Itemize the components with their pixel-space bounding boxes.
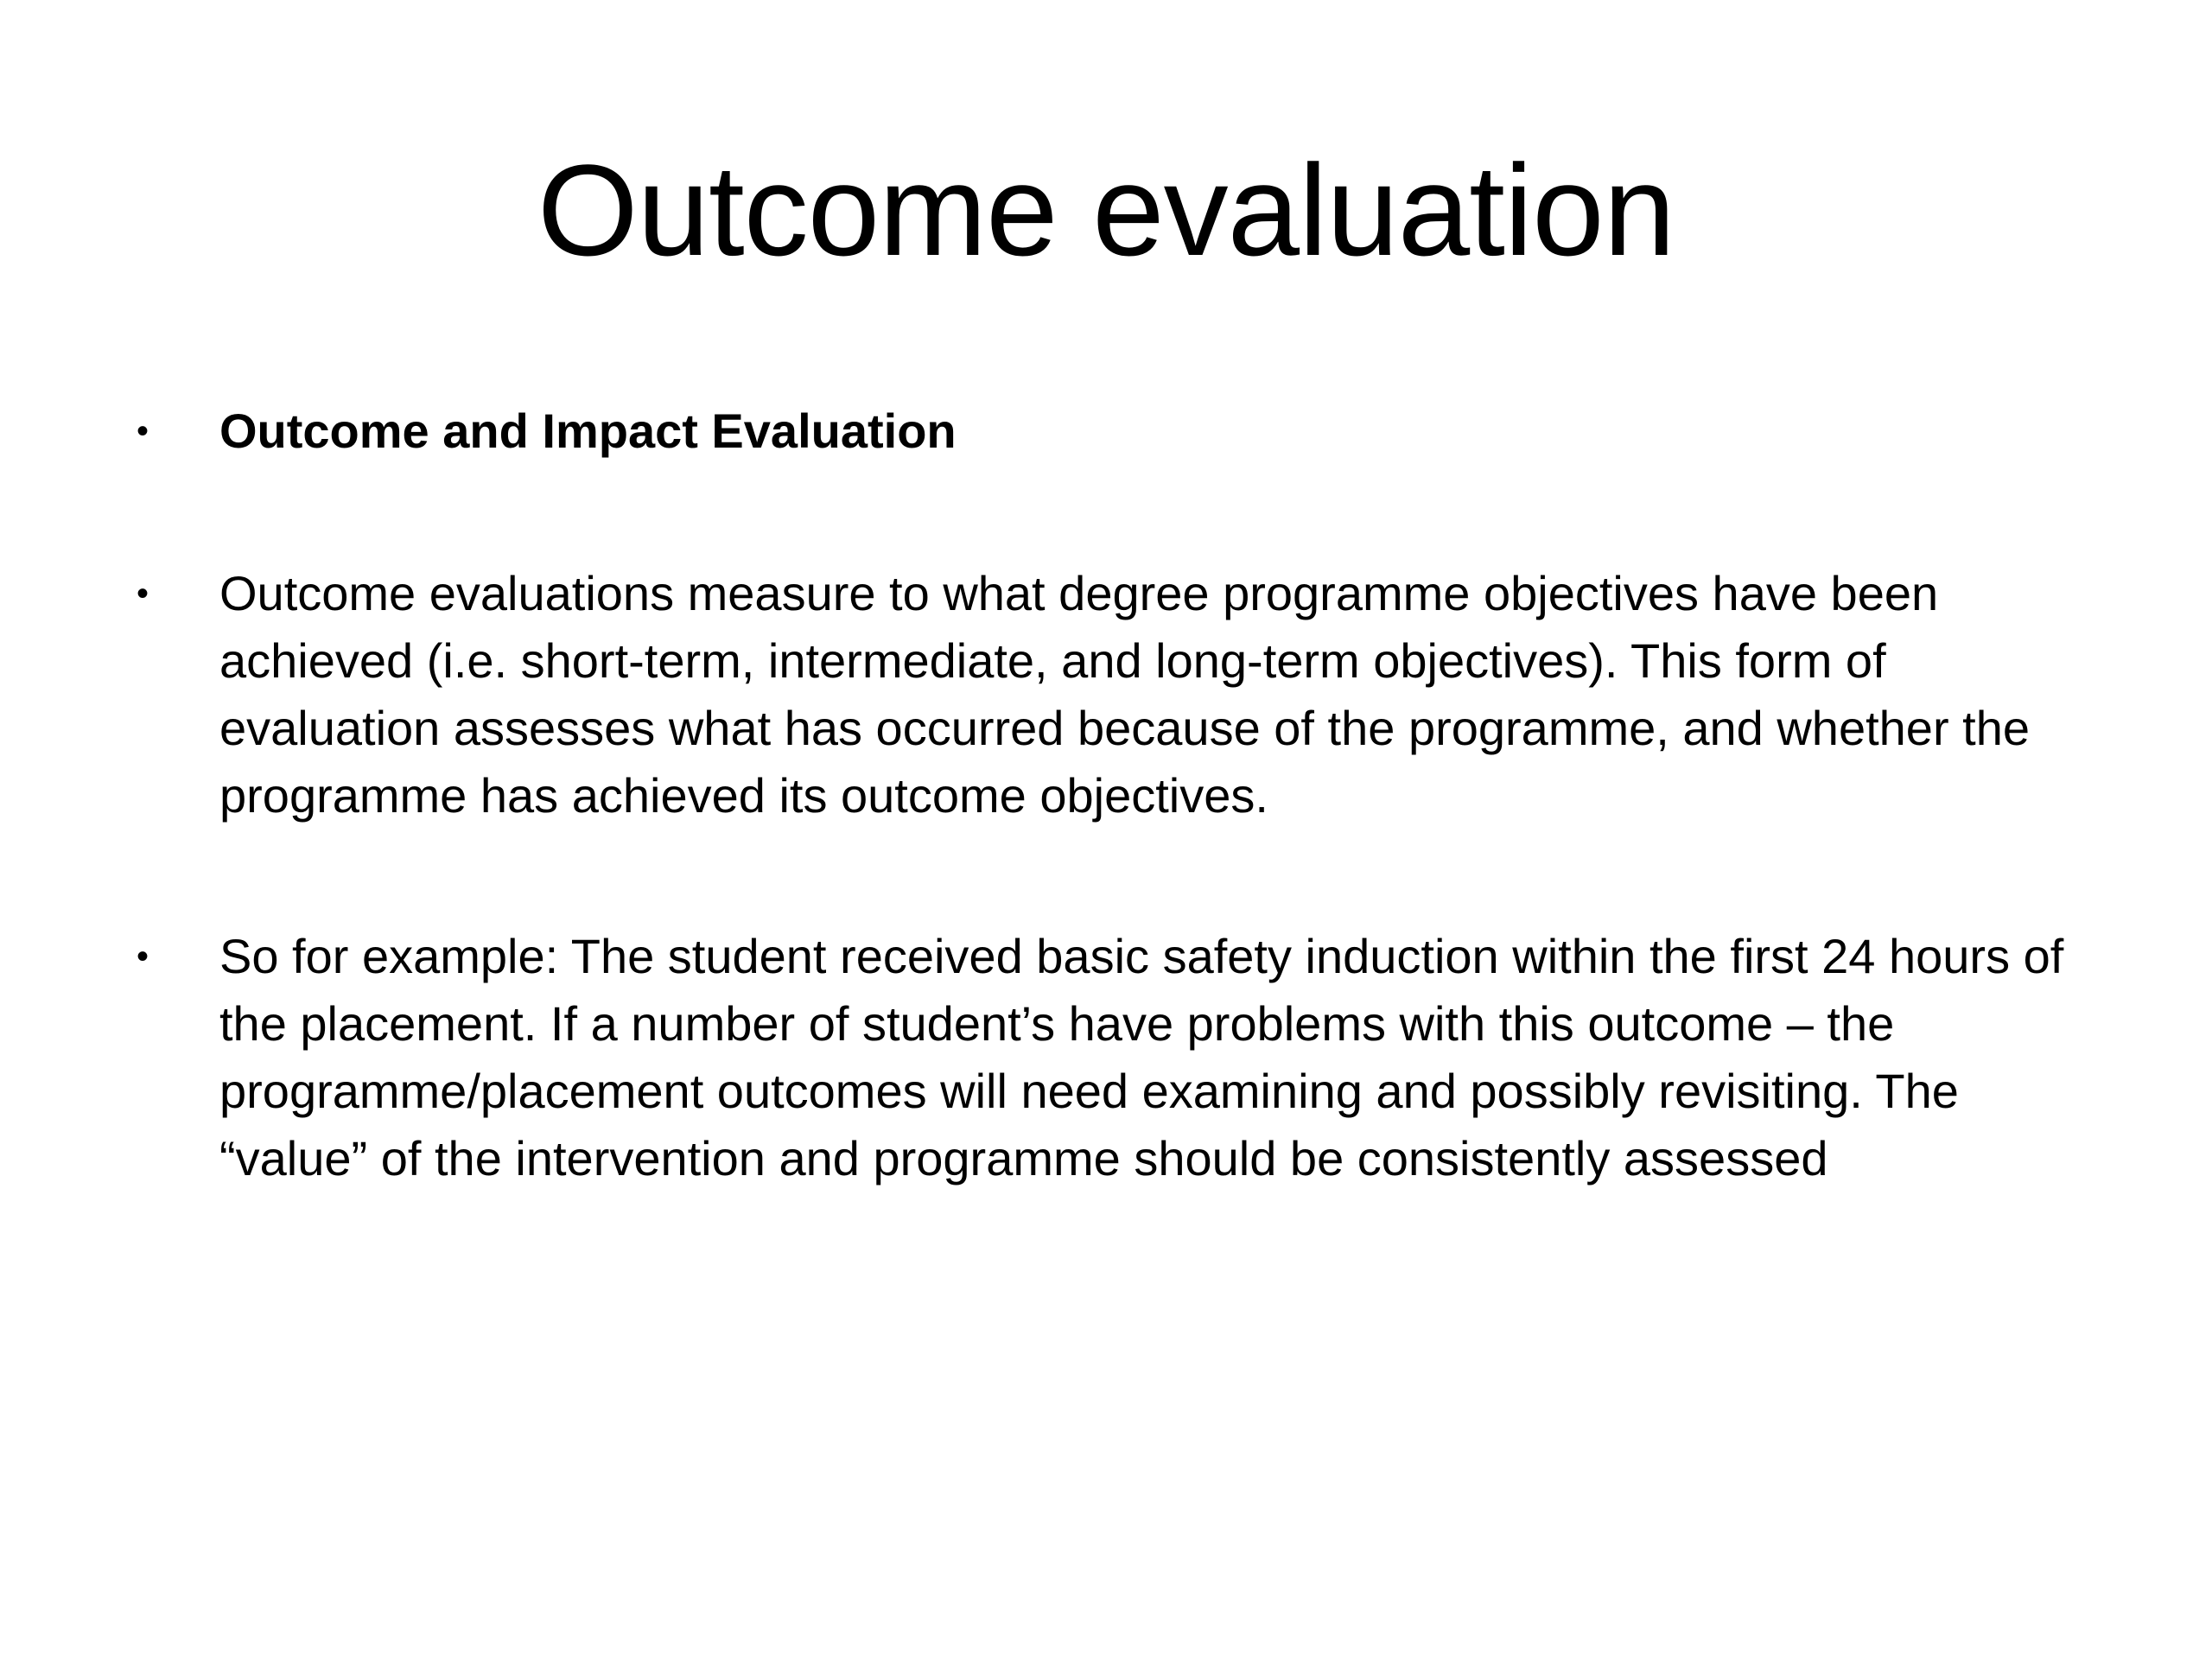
bullet-item	[130, 397, 2117, 465]
bullet-item	[130, 560, 2117, 830]
bullet-icon: •	[137, 938, 149, 976]
bullet-text: Outcome and Impact Evaluation	[219, 404, 957, 458]
bullet-text: Outcome evaluations measure to what degree programme objectives have been achieved (i.e. short-term, intermediate, and long-term objectives). This form of evaluation assesses what has occurred because of the programme, and whether the programme has achieved its outcome objectives.	[219, 566, 2030, 823]
bullet-icon: •	[137, 575, 149, 613]
bullet-item	[130, 923, 2117, 1192]
bullet-icon: •	[137, 412, 149, 450]
slide-title: Outcome evaluation	[537, 137, 1675, 283]
bullet-list	[130, 397, 2117, 1286]
bullet-text: So for example: The student received basic safety induction within the first 24 hours of the placement. If a number of student’s have problems with this outcome – the programme/placement outcomes will need examining and possibly revisiting. The “value” of the intervention and programme should be consistently assessed	[219, 929, 2064, 1185]
